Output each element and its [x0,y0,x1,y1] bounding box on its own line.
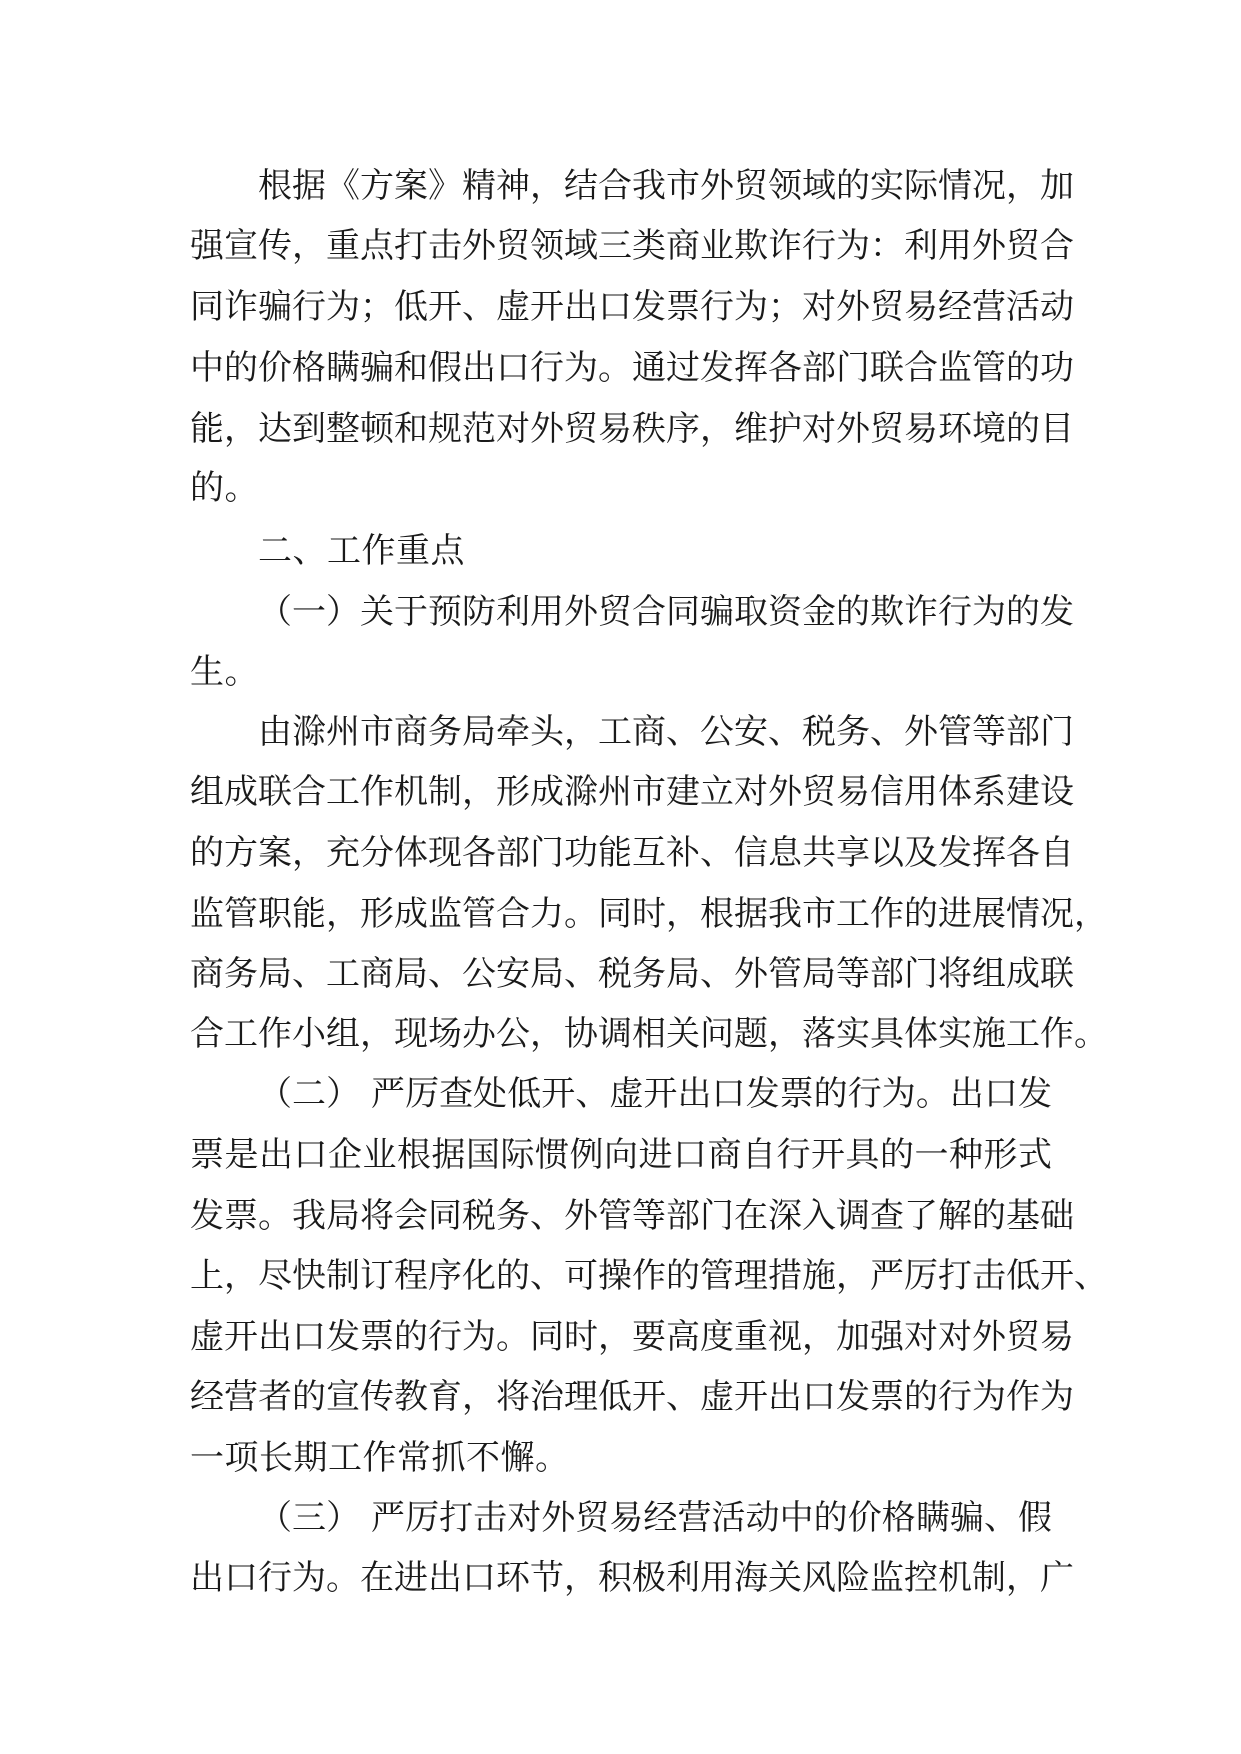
paragraph-line: 虚开出口发票的行为。同时，要高度重视，加强对对外贸易 [190,1317,1074,1357]
paragraph-line: 经营者的宣传教育，将治理低开、虚开出口发票的行为作为 [190,1377,1074,1417]
paragraph-line: 能，达到整顿和规范对外贸易秩序，维护对外贸易环境的目 [190,409,1074,449]
paragraph-line: 根据《方案》精神，结合我市外贸领域的实际情况，加 [258,166,1074,206]
paragraph-line: 发票。我局将会同税务、外管等部门在深入调查了解的基础 [190,1196,1074,1236]
paragraph-line: 中的价格瞒骗和假出口行为。通过发挥各部门联合监管的功 [190,348,1074,388]
paragraph-line: 上，尽快制订程序化的、可操作的管理措施，严厉打击低开、 [190,1256,1108,1296]
paragraph-line: 的方案，充分体现各部门功能互补、信息共享以及发挥各自 [190,833,1074,873]
paragraph-line: 组成联合工作机制，形成滁州市建立对外贸易信用体系建设 [190,772,1074,812]
paragraph-line: 强宣传，重点打击外贸领域三类商业欺诈行为：利用外贸合 [190,226,1074,266]
paragraph-line: 合工作小组，现场办公，协调相关问题，落实具体实施工作。 [190,1014,1108,1054]
paragraph-line: 票是出口企业根据国际惯例向进口商自行开具的一种形式 [190,1135,1052,1175]
paragraph-line: 商务局、工商局、公安局、税务局、外管局等部门将组成联 [190,954,1074,994]
paragraph-line: 出口行为。在进出口环节，积极利用海关风险监控机制，广 [190,1558,1074,1598]
section-heading: 二、工作重点 [258,531,465,571]
subsection-heading-line: 生。 [190,652,259,692]
subsection-heading-line: （一）关于预防利用外贸合同骗取资金的欺诈行为的发 [258,592,1074,632]
paragraph-line: （二） 严厉查处低开、虚开出口发票的行为。出口发 [258,1074,1052,1114]
paragraph-line: 由滁州市商务局牵头，工商、公安、税务、外管等部门 [258,712,1074,752]
paragraph-line: 的。 [190,468,259,508]
paragraph-line: （三） 严厉打击对外贸易经营活动中的价格瞒骗、假 [258,1498,1052,1538]
paragraph-line: 监管职能，形成监管合力。同时，根据我市工作的进展情况， [190,894,1108,934]
paragraph-line: 同诈骗行为；低开、虚开出口发票行为；对外贸易经营活动 [190,287,1074,327]
paragraph-line: 一项长期工作常抓不懈。 [190,1438,570,1478]
